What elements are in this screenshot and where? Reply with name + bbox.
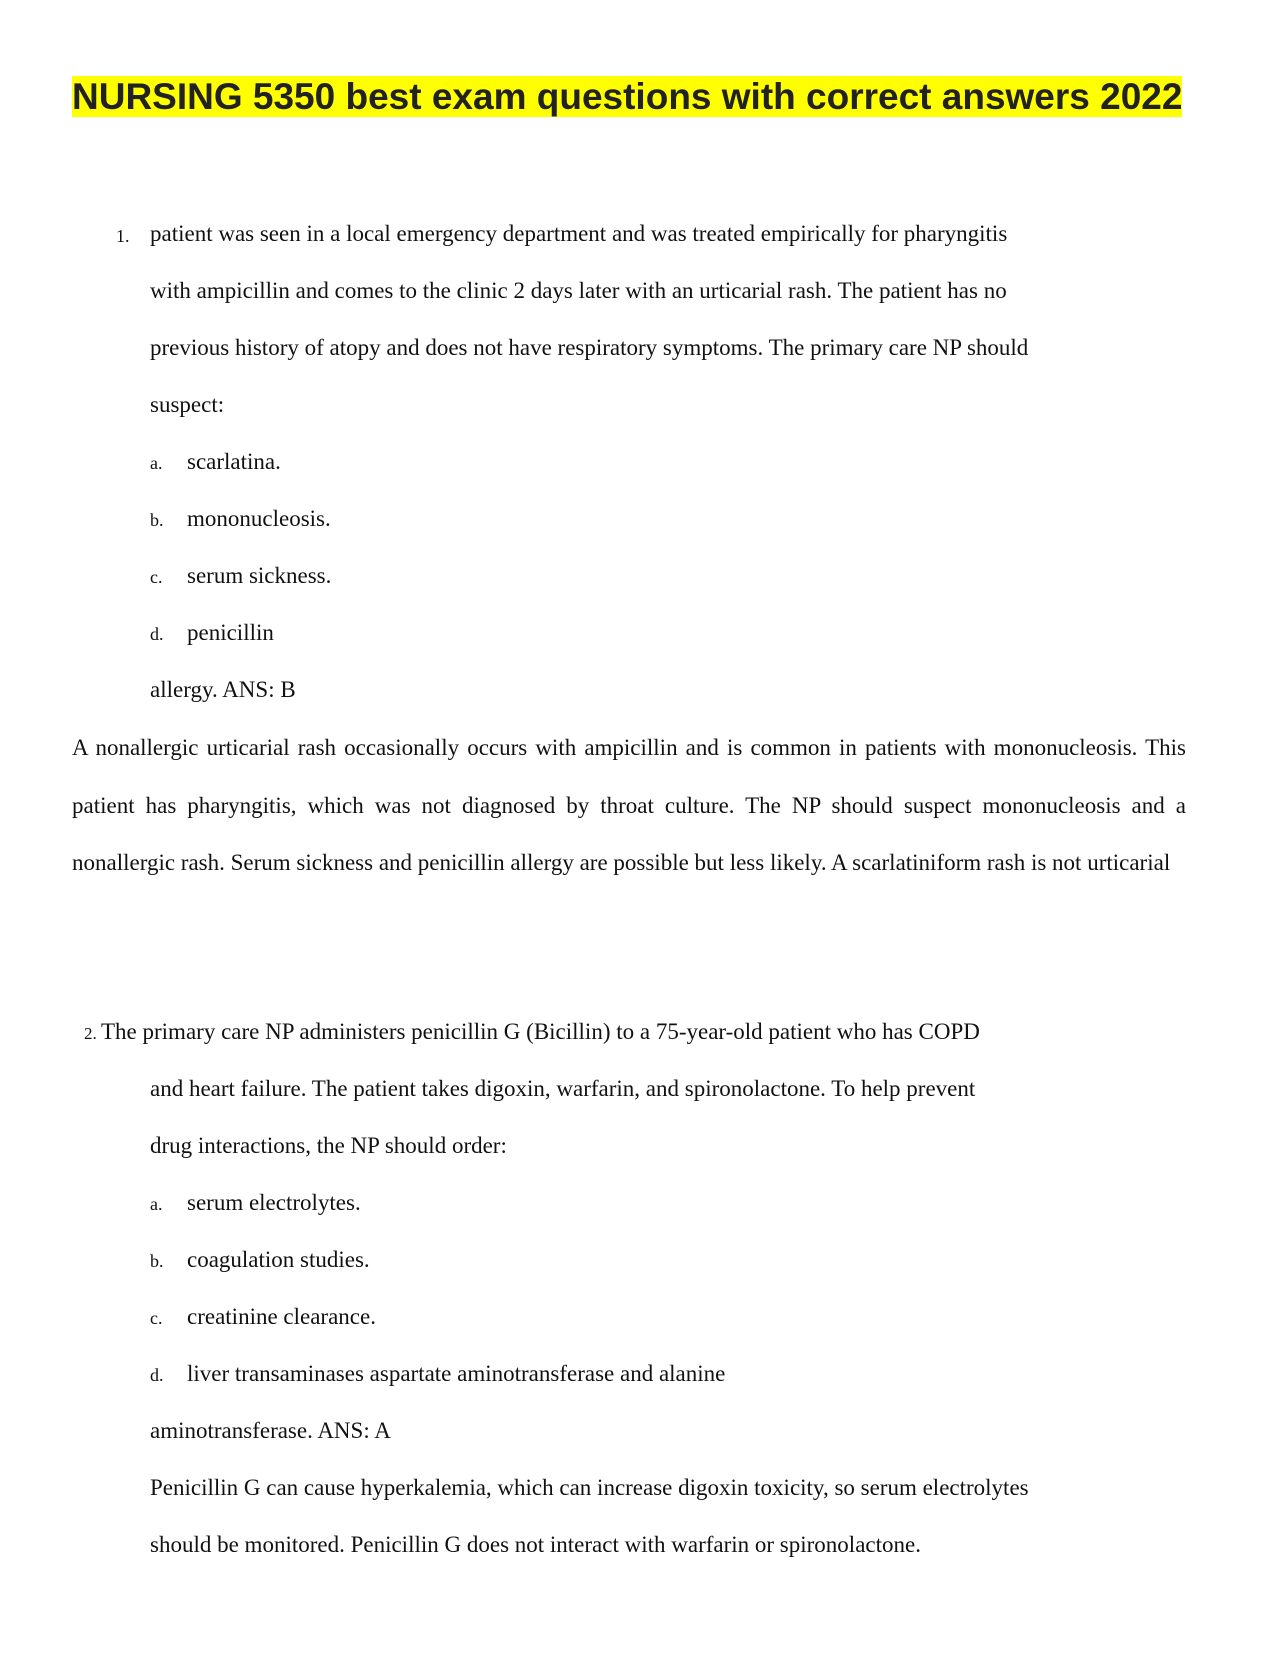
option-letter: c. — [150, 1308, 163, 1328]
question-stem-line: and heart failure. The patient takes digoxin, warfarin, and spironolactone. To help prevent — [150, 1076, 976, 1101]
title-highlight: NURSING 5350 best exam questions with correct answers 2022 — [72, 76, 1183, 117]
question-number: 1. — [116, 226, 130, 246]
option-letter: b. — [150, 1251, 164, 1271]
option-letter: d. — [150, 624, 164, 644]
document-title — [72, 74, 1192, 120]
option-letter: b. — [150, 510, 164, 530]
rationale-paragraph: A nonallergic urticarial rash occasionally occurs with ampicillin and is common in patients with mononucleosis. This patient has pharyngitis, which was not diagnosed by throat culture. The NP should suspect mononucleosis and a nonallergic rash. Serum sickness and penicillin allergy are possible but less likely. A scarlatiniform rash is not urticarial — [72, 735, 1186, 875]
rationale-line: Penicillin G can cause hyperkalemia, which can increase digoxin toxicity, so serum electrolytes — [150, 1475, 1029, 1500]
option-text: penicillin — [187, 620, 274, 645]
question-stem-line: previous history of atopy and does not have respiratory symptoms. The primary care NP should — [150, 335, 1029, 360]
option-text: coagulation studies. — [187, 1247, 370, 1272]
question-stem-line: The primary care NP administers penicillin G (Bicillin) to a 75-year-old patient who has COPD — [101, 1019, 980, 1044]
option-text: creatinine clearance. — [187, 1304, 376, 1329]
option-letter: a. — [150, 453, 163, 473]
option-text: scarlatina. — [187, 449, 281, 474]
option-letter: a. — [150, 1194, 163, 1214]
option-text: mononucleosis. — [187, 506, 331, 531]
answer-line: allergy. ANS: B — [150, 677, 296, 702]
rationale-line: should be monitored. Penicillin G does not interact with warfarin or spironolactone. — [150, 1532, 921, 1557]
option-text: serum sickness. — [187, 563, 332, 588]
answer-line: aminotransferase. ANS: A — [150, 1418, 391, 1443]
option-letter: d. — [150, 1365, 164, 1385]
question-number: 2. — [84, 1024, 97, 1043]
question-stem-line: drug interactions, the NP should order: — [150, 1133, 507, 1158]
option-text: serum electrolytes. — [187, 1190, 361, 1215]
question-stem-line: with ampicillin and comes to the clinic 2 days later with an urticarial rash. The patient has no — [150, 278, 1007, 303]
option-letter: c. — [150, 567, 163, 587]
option-text: liver transaminases aspartate aminotransferase and alanine — [187, 1361, 726, 1386]
question-stem-line: suspect: — [150, 392, 225, 417]
question-stem-line: patient was seen in a local emergency department and was treated empirically for pharyngitis — [150, 221, 1008, 246]
